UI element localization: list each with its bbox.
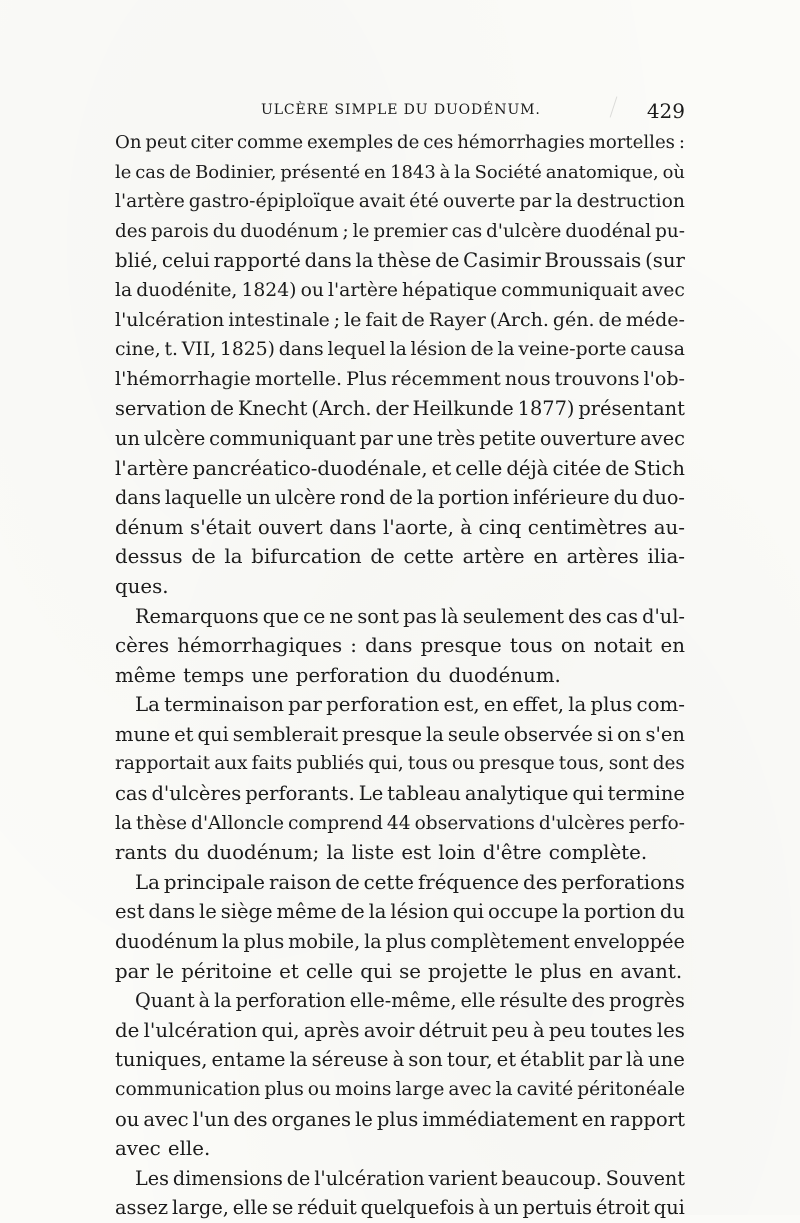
text-line: ou avec l'un des organes le plus immédiatement en rapport bbox=[115, 1107, 685, 1131]
text-line: ques. bbox=[115, 574, 169, 598]
text-line: Les dimensions de l'ulcération varient beaucoup. Souvent bbox=[135, 1166, 685, 1190]
text-line: dénum s'était ouvert dans l'aorte, à cinq centimètres au- bbox=[115, 515, 685, 539]
text-line: communication plus ou moins large avec la cavité péritonéale bbox=[115, 1079, 685, 1100]
text-line: le cas de Bodinier, présenté en 1843 à la Société anatomique, où bbox=[115, 161, 685, 183]
text-line: Remarquons que ce ne sont pas là seulement des cas d'ul- bbox=[135, 604, 685, 628]
text-line: cas d'ulcères perforants. Le tableau analytique qui termine bbox=[115, 782, 685, 806]
text-line: de l'ulcération qui, après avoir détruit peu à peu toutes les bbox=[115, 1018, 685, 1042]
text-line: des parois du duodénum ; le premier cas d'ulcère duodénal pu- bbox=[115, 220, 685, 242]
body-text bbox=[115, 128, 685, 1223]
text-line: blié, celui rapporté dans la thèse de Casimir Broussais (sur bbox=[115, 249, 685, 273]
text-line: rants du duodénum; la liste est loin d'être complète. bbox=[115, 841, 648, 865]
running-title: ULCÈRE SIMPLE DU DUODÉNUM. bbox=[261, 102, 541, 118]
text-line: l'artère gastro-épiploïque avait été ouverte par la destruction bbox=[115, 191, 685, 213]
text-line: dans laquelle un ulcère rond de la portion inférieure du duo- bbox=[115, 486, 685, 510]
text-line: la thèse d'Alloncle comprend 44 observations d'ulcères perfo- bbox=[115, 812, 685, 834]
text-line: la duodénite, 1824) ou l'artère hépatique communiquait avec bbox=[115, 279, 685, 301]
text-line: assez large, elle se réduit quelquefois à un pertuis étroit qui bbox=[115, 1196, 685, 1220]
text-line: un ulcère communiquant par une très petite ouverture avec bbox=[115, 426, 685, 450]
text-line: Quant à la perforation elle-même, elle résulte des progrès bbox=[135, 989, 685, 1013]
text-line: dessus de la bifurcation de cette artère en artères ilia- bbox=[115, 545, 685, 569]
text-line: duodénum la plus mobile, la plus complètement enveloppée bbox=[115, 930, 685, 954]
text-line: servation de Knecht (Arch. der Heilkunde 1877) présentant bbox=[115, 397, 685, 421]
text-line: l'artère pancréatico-duodénale, et celle déjà citée de Stich bbox=[115, 456, 685, 480]
text-line: cine, t. VII, 1825) dans lequel la lésion de la veine-porte causa bbox=[115, 339, 685, 361]
text-line: rapportait aux faits publiés qui, tous ou presque tous, sont des bbox=[115, 753, 685, 775]
text-line: l'hémorrhagie mortelle. Plus récemment nous trouvons l'ob- bbox=[115, 367, 685, 390]
text-line: même temps une perforation du duodénum. bbox=[115, 663, 561, 687]
text-line: cères hémorrhagiques : dans presque tous on notait en bbox=[115, 634, 685, 658]
page-number: 429 bbox=[646, 99, 685, 123]
text-line: l'ulcération intestinale ; le fait de Rayer (Arch. gén. de méde- bbox=[115, 308, 685, 331]
text-line: est dans le siège même de la lésion qui occupe la portion du bbox=[115, 900, 685, 924]
text-line: On peut citer comme exemples de ces hémorrhagies mortelles : bbox=[115, 132, 685, 153]
text-line: tuniques, entame la séreuse à son tour, et établit par là une bbox=[115, 1048, 685, 1072]
text-line: par le péritoine et celle qui se projette le plus en avant. bbox=[115, 959, 683, 983]
text-line: mune et qui semblerait presque la seule observée si on s'en bbox=[115, 722, 685, 746]
text-line: La terminaison par perforation est, en effet, la plus com- bbox=[135, 693, 685, 717]
text-line: avec elle. bbox=[115, 1137, 211, 1161]
text-line: La principale raison de cette fréquence des perforations bbox=[135, 870, 685, 894]
running-head bbox=[115, 100, 685, 124]
